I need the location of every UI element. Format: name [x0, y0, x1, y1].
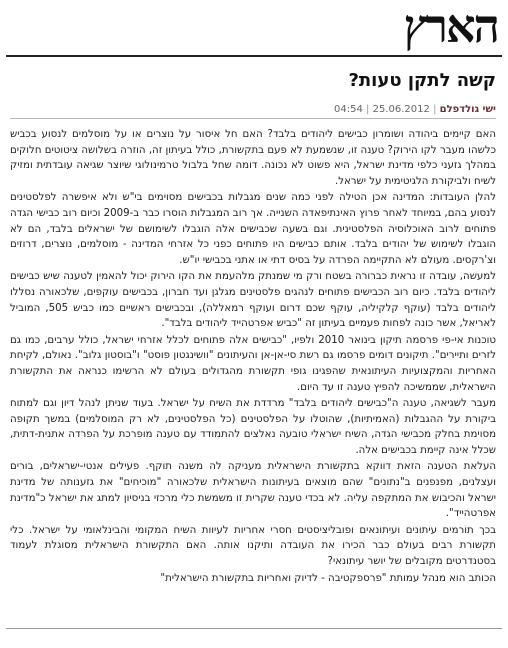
byline-separator: |	[366, 104, 370, 115]
article-title: קשה לתקן טעות?	[348, 70, 496, 91]
article-paragraph: טוכנות אי-פי פרסמה תיקון בינואר 2010 ולפיו, "כבישים אלה פתוחים לכלל אזרחי ישראל, כולל ערבים, כמו גם לזרים ותיירים". תיקונים דומים פרסמו גם רשת סי-אן-אן והעיתונים "וושינגטון פוסט" ו"בוסטון גלוב". נאולם, לקיחת האחריות והמקצועיות העיתונאית שהפגינו גופי תקשורת מהגדולים בעולם לא הרשימו כנראה את התקשורת הישראלית, שממשיכה להפיץ טענה זו עד היום.	[10, 334, 496, 393]
byline	[10, 104, 496, 116]
article	[10, 70, 496, 587]
article-paragraph: מעבר לשגיאה, טענה ה"כבישים ליהודים בלבד" מרדדת את השיח על ישראל. בעוד שניתן לנהל דיון וגם למתוח ביקורת על ההגבלות (האמיתיות), שהוטלו על הפלסטינים (כל הפלסטינים, לא רק המוסלמים) במשך תקופה מסוימת בחלק מכבישי הגדה, השיח ישראלי טובעה נאלצים להתמודד עם טענה מופרכת על הפרדה אתנית-דתית, שכלל אינה קיימת בכבישים אלה.	[10, 398, 496, 456]
author-note: הכותב הוא מנהל עמותת "פרספקטיבה - לדיוק ואחריות בתקשורת הישראלית"	[160, 572, 496, 584]
publish-date: 25.06.2012	[372, 104, 430, 115]
byline-divider	[10, 118, 496, 119]
masthead-divider	[6, 55, 502, 57]
article-paragraph: האם קיימים ביהודה ושומרון כבישים ליהודים בלבד? האם חל איסור על נוצרים או על מוסלמים לנסוע בכביש כלשהו מעבר לקו הירוק? טענה זו, שנשמעת לא פעם בתקשורת, כולל בעיתון זה, הוזרה בשלושה ציטוטים חלוקים במהלך גזעני כלפי מדינת ישראל, היא פשוט לא נכונה. דומה שחל בלבול טרמינולוגי שיוצר שגיאה עובדתית ומזיק לשיח ולביקורת הלגיטימית על ישראל.	[10, 129, 496, 187]
byline-separator: |	[433, 104, 437, 115]
publish-time: 04:54	[334, 104, 363, 115]
article-paragraph: להלן העובדות: המדינה אכן הטילה לפני כמה שנים מגבלות בכבישים מסוימים בי"ש ולא איפשרה לפלסטינים לנסוע בהם, במיוחד לאחר פרוץ האינתיפאדה השנייה. אך רוב המגבלות הוסרו כבר ב-2009 וכיום רוב כבישי הגדה פתוחים לרוב האוכלוסיה הפלסטינית. וגם בשעה שכבישים אלה הוגבלו לשימושם של ישראלים בלבד, הם לא הוגבלו לשימוש של יהודים בלבד. אותם כבישים היו פתוחים כפני כל אזרחי המדינה - מוסלמים, נוצרים, דרוזים וצ'רקסים. מעולם לא התקיימה הפרדה על בסיס דתי או אתני בכבישי יו"ש.	[10, 192, 497, 266]
footer-divider	[6, 628, 502, 629]
article-paragraph: בכך תורמים עיתונים ועיתונאים ופובליציסטים חסרי אחריות לעיוות השיח המקומי והבינלאומי על ישראל. כלי תקשורת רבים בעולם כבר הכירו את העובדה ותיקנו אותה. האם התקשורת הישראלית מסוגלת לעמוד בסטנדרטים מקובלים של יושר עיתונאי?	[10, 524, 496, 568]
haaretz-logo[interactable]: הארץ	[403, 0, 498, 53]
article-body	[10, 127, 496, 586]
article-paragraph: למעשה, עובדה זו נראית כברורה בשטח ורק מי שמנתק מלהעמת את הקו הירוק יכול להאמין לטענה שיש כבישים ליהודים בלבד. כיום רוב הכבישים פתוחים לנהגים פלסטינים מגלגן ועד חברון, בכבישים עוקפים, שלכאורה נסללו ליהודים בלבד (עוקף קלקיליה, עוקף שכם דרום ועוקף רמאללה), ובכבישים ראשיים כמו כביש 505, המוביל לאריאל, אשר כונה לפחות פעמיים בעיתון זה "כביש אפרטהייד ליהודים בלבד".	[10, 271, 496, 330]
author-link[interactable]: ישי גולדפלם	[439, 104, 496, 115]
article-paragraph: העלאת הטענה הזאת דווקא בתקשורת הישראלית מעניקה לה משנה תוקף. פעילים אנטי-ישראלים, בורים ועצלנים, מפנפנים ב"נתונים" שהם מוצאים בעיתונות הישראלית שלכאורה "מוכיחים" את גזענותה של מדינת ישראל והכיבוש את המתקפה עליה. לא בכדי טענה שקרית זו משמשת כלי מרכזי בניסיון למתג את ישראל כ"מדינת אפרטהייד".	[10, 461, 496, 520]
